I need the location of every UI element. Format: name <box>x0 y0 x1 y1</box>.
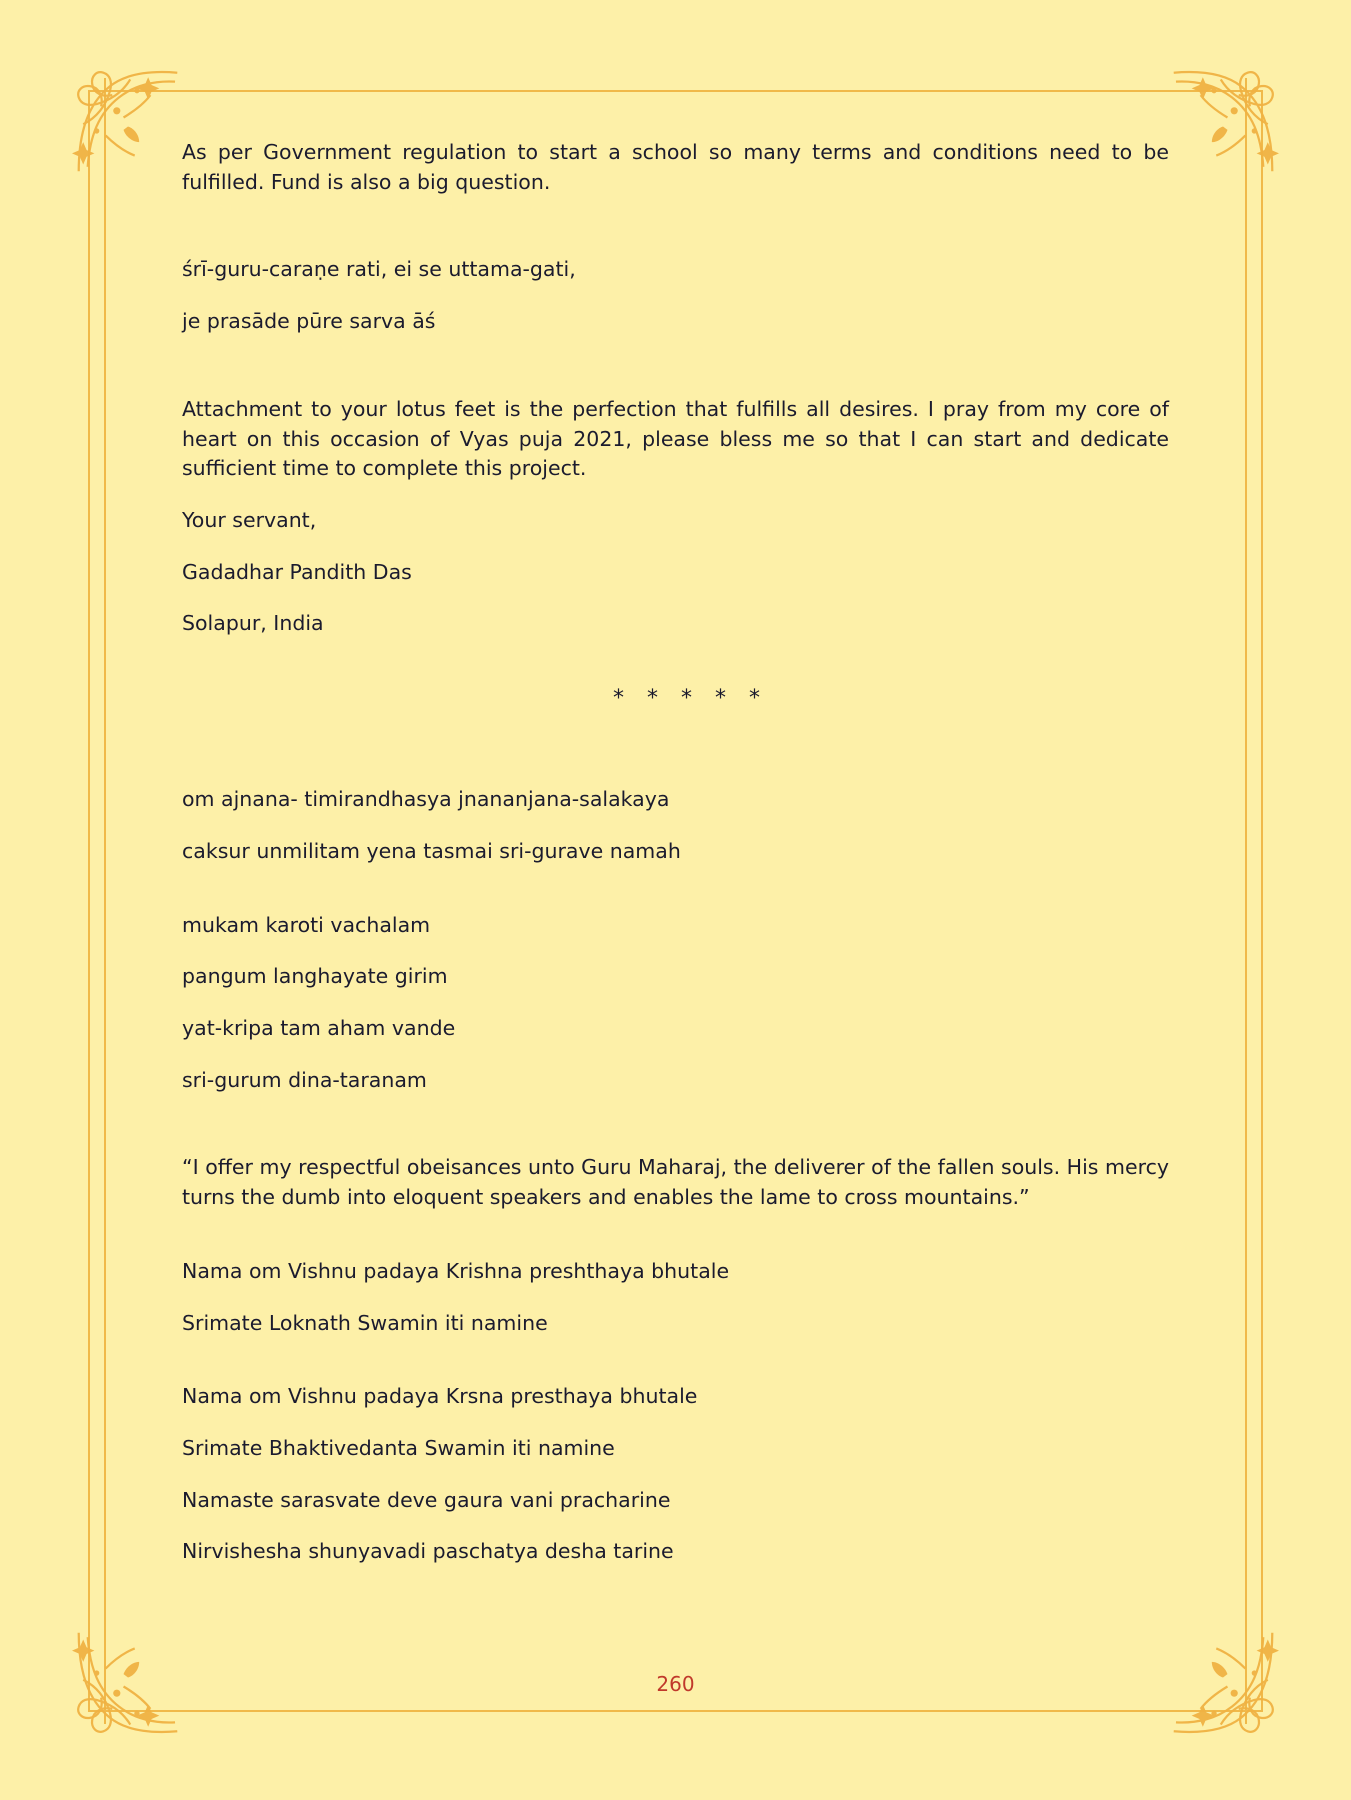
mantra-line: Nirvishesha shunyavadi paschatya desha tarine <box>182 1539 674 1564</box>
mantra-line: Srimate Loknath Swamin iti namine <box>182 1310 548 1335</box>
signature-salutation: Your servant, <box>182 508 317 533</box>
pranama-mantra-3 <box>182 1257 1169 1338</box>
mantra-line: yat-kripa tam aham vande <box>182 1015 456 1040</box>
signature-name: Gadadhar Pandith Das <box>182 559 412 584</box>
pranama-mantra-1 <box>182 785 1169 866</box>
mantra-line: om ajnana- timirandhasya jnananjana-salakaya <box>182 787 670 812</box>
signature-location: Solapur, India <box>182 611 324 636</box>
corner-ornament-icon <box>72 66 184 178</box>
mantra-line: Nama om Vishnu padaya Krishna preshthaya bhutale <box>182 1258 730 1283</box>
translation-paragraph: Attachment to your lotus feet is the perfection that fulfills all desires. I pray from my core of heart on this occasion of Vyas puja 2021, please bless me so that I can start and dedicate sufficient time to complete this project. <box>182 396 1169 481</box>
signature-block <box>182 506 1169 639</box>
page-content <box>182 138 1169 1567</box>
bengali-verse-block <box>182 255 1169 336</box>
verse-line: śrī-guru-caraṇe rati, ei se uttama-gati, <box>182 257 576 282</box>
mantra-line: mukam karoti vachalam <box>182 912 431 937</box>
corner-ornament-icon <box>1167 66 1279 178</box>
mantra-line: Srimate Bhaktivedanta Swamin iti namine <box>182 1435 615 1460</box>
section-divider: * * * * * <box>613 686 768 712</box>
pranama-mantra-4 <box>182 1382 1169 1567</box>
mantra-line: Namaste sarasvate deve gaura vani pracharine <box>182 1487 671 1512</box>
page-number: 260 <box>656 1672 695 1696</box>
mantra-line: Nama om Vishnu padaya Krsna presthaya bhutale <box>182 1384 698 1409</box>
mantra-line: caksur unmilitam yena tasmai sri-gurave namah <box>182 838 681 863</box>
mantra-line: pangum langhayate girim <box>182 964 448 989</box>
quote-paragraph: “I offer my respectful obeisances unto Guru Maharaj, the deliverer of the fallen souls. His mercy turns the dumb into eloquent speakers and enables the lame to cross mountains.” <box>182 1155 1169 1210</box>
mantra-line: sri-gurum dina-taranam <box>182 1067 427 1092</box>
verse-line: je prasāde pūre sarva āś <box>182 309 436 334</box>
pranama-mantra-2 <box>182 911 1169 1096</box>
intro-paragraph: As per Government regulation to start a school so many terms and conditions need to be fulfilled. Fund is also a big question. <box>182 140 1169 194</box>
